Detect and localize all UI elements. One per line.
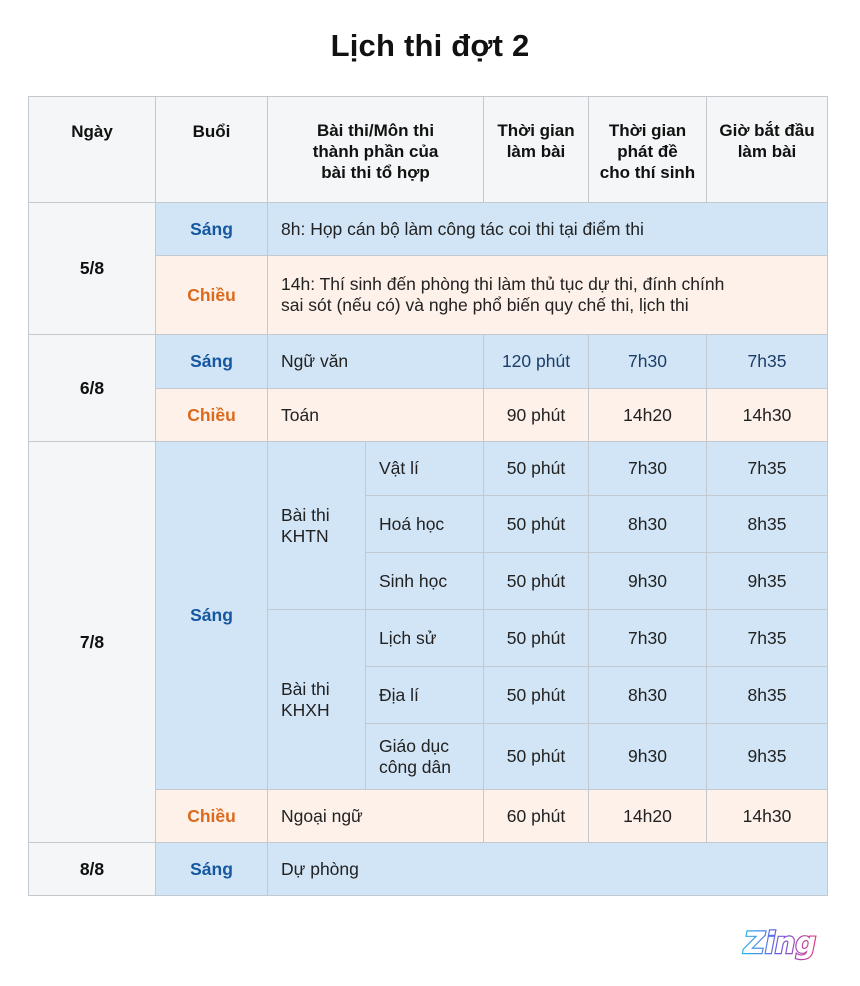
- header-start-time: Giờ bắt đầu làm bài: [707, 97, 828, 203]
- session-afternoon: Chiều: [156, 256, 268, 335]
- subject-cell: Toán: [268, 389, 484, 442]
- header-duration: Thời gian làm bài: [484, 97, 589, 203]
- date-cell: 6/8: [29, 335, 156, 442]
- start-time-cell: 9h35: [707, 724, 828, 790]
- start-time-cell: 7h35: [707, 335, 828, 389]
- duration-cell: 50 phút: [484, 553, 589, 610]
- page-title: Lịch thi đợt 2: [330, 28, 530, 63]
- subject-cell: Sinh học: [366, 553, 484, 610]
- group-khxh: Bài thi KHXH: [268, 610, 366, 790]
- date-cell: 8/8: [29, 843, 156, 896]
- start-time-cell: 8h35: [707, 496, 828, 553]
- handout-time-cell: 9h30: [589, 553, 707, 610]
- table-row: [29, 203, 828, 256]
- header-handout-time: Thời gian phát đề cho thí sinh: [589, 97, 707, 203]
- group-khtn: Bài thi KHTN: [268, 442, 366, 610]
- handout-time-cell: 14h20: [589, 790, 707, 843]
- handout-time-cell: 14h20: [589, 389, 707, 442]
- handout-time-cell: 7h30: [589, 610, 707, 667]
- start-time-cell: 9h35: [707, 553, 828, 610]
- header-row: [29, 97, 828, 203]
- session-morning: Sáng: [156, 203, 268, 256]
- note-cell: Dự phòng: [268, 843, 828, 896]
- duration-cell: 90 phút: [484, 389, 589, 442]
- session-afternoon: Chiều: [156, 389, 268, 442]
- table-row: [29, 843, 828, 896]
- start-time-cell: 8h35: [707, 667, 828, 724]
- header-session: Buổi: [156, 97, 268, 203]
- zing-logo-text: Zing: [743, 926, 817, 960]
- session-morning: Sáng: [156, 843, 268, 896]
- header-day: Ngày: [29, 97, 156, 203]
- session-morning: Sáng: [156, 335, 268, 389]
- session-morning: Sáng: [156, 442, 268, 790]
- start-time-cell: 7h35: [707, 442, 828, 496]
- header-subject: Bài thi/Môn thi thành phần của bài thi tổ hợp: [268, 97, 484, 203]
- handout-time-cell: 8h30: [589, 667, 707, 724]
- date-cell: 7/8: [29, 442, 156, 843]
- duration-cell: 60 phút: [484, 790, 589, 843]
- date-cell: 5/8: [29, 203, 156, 335]
- handout-time-cell: 7h30: [589, 442, 707, 496]
- subject-cell: Ngữ văn: [268, 335, 484, 389]
- subject-cell: Lịch sử: [366, 610, 484, 667]
- subject-cell: Giáo dục công dân: [366, 724, 484, 790]
- start-time-cell: 7h35: [707, 610, 828, 667]
- exam-schedule-table: [28, 96, 828, 896]
- start-time-cell: 14h30: [707, 389, 828, 442]
- subject-cell: Vật lí: [366, 442, 484, 496]
- subject-cell: Ngoại ngữ: [268, 790, 484, 843]
- note-cell: 8h: Họp cán bộ làm công tác coi thi tại điểm thi: [268, 203, 828, 256]
- session-afternoon: Chiều: [156, 790, 268, 843]
- zing-logo: [740, 924, 820, 968]
- handout-time-cell: 7h30: [589, 335, 707, 389]
- duration-cell: 50 phút: [484, 442, 589, 496]
- start-time-cell: 14h30: [707, 790, 828, 843]
- handout-time-cell: 9h30: [589, 724, 707, 790]
- note-cell: 14h: Thí sinh đến phòng thi làm thủ tục dự thi, đính chính sai sót (nếu có) và nghe phổ biến quy chế thi, lịch thi: [268, 256, 828, 335]
- duration-cell: 50 phút: [484, 496, 589, 553]
- handout-time-cell: 8h30: [589, 496, 707, 553]
- duration-cell: 50 phút: [484, 724, 589, 790]
- subject-cell: Địa lí: [366, 667, 484, 724]
- duration-cell: 120 phút: [484, 335, 589, 389]
- duration-cell: 50 phút: [484, 667, 589, 724]
- table-row: [29, 335, 828, 389]
- table-row: [29, 442, 828, 496]
- duration-cell: 50 phút: [484, 610, 589, 667]
- subject-cell: Hoá học: [366, 496, 484, 553]
